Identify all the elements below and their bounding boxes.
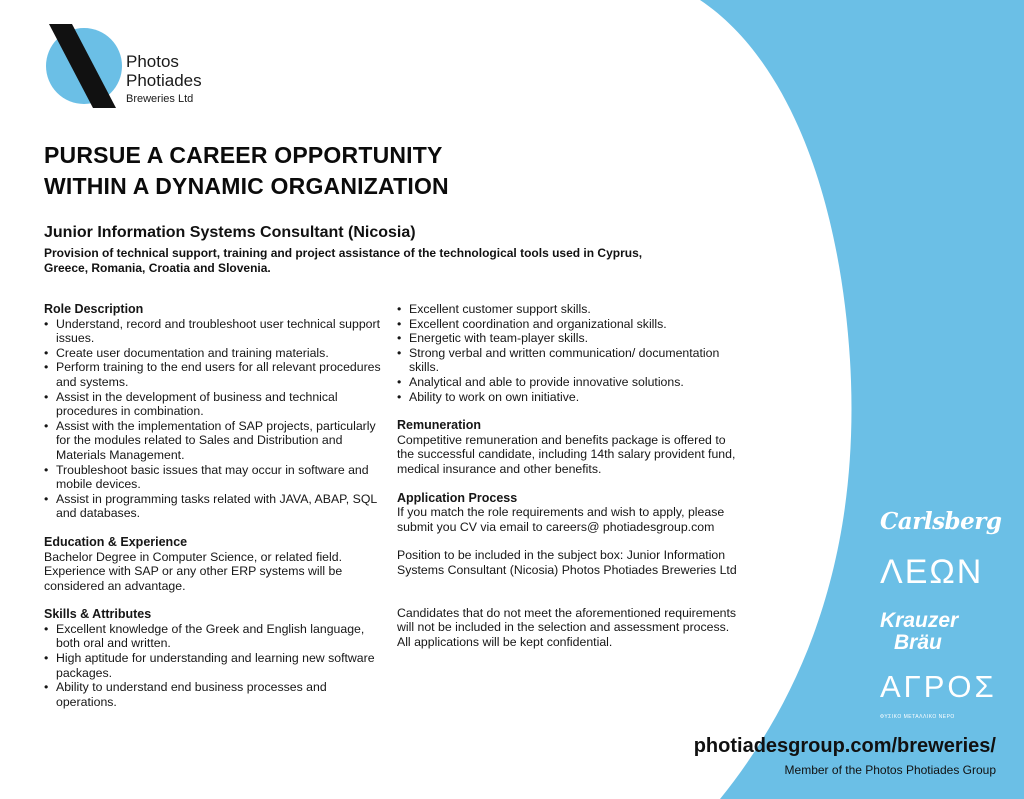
krauzer-line1: Krauzer (880, 609, 959, 632)
list-item: • Energetic with team-player skills. (397, 331, 737, 346)
application-section (397, 491, 737, 650)
remuneration-title: Remuneration (397, 418, 482, 433)
krauzer-brau-logo (880, 610, 990, 654)
list-item: • Troubleshoot basic issues that may occur in software and mobile devices. (44, 463, 384, 492)
agros-name: ΑΓΡΟΣ (880, 669, 997, 704)
list-item: • High aptitude for understanding and learning new software packages. (44, 651, 384, 680)
footer-url[interactable]: photiadesgroup.com/breweries/ (693, 735, 996, 757)
list-item: • Excellent customer support skills. (397, 302, 737, 317)
skills-list-left (44, 622, 384, 710)
list-item: • Understand, record and troubleshoot user technical support issues. (44, 317, 384, 346)
application-text-3: Candidates that do not meet the aforementioned requirements will not be included in the selection and assessment process. All applications will be kept confidential. (397, 605, 737, 649)
remuneration-section (397, 418, 737, 476)
application-text-1: If you match the role requirements and wish to apply, please submit you CV via email to careers@ photiadesgroup.com (397, 505, 725, 534)
application-title: Application Process (397, 490, 518, 505)
agros-logo (880, 669, 997, 732)
skills-section (44, 607, 384, 709)
job-title: Junior Information Systems Consultant (Nicosia) (44, 224, 416, 241)
role-title: Role Description (44, 302, 144, 316)
list-item: • Ability to understand end business processes and operations. (44, 680, 384, 709)
education-text: Bachelor Degree in Computer Science, or related field. Experience with SAP or any other ERP systems will be considered an advantage. (44, 549, 343, 593)
leon-logo: ΛΕΩΝ (880, 553, 984, 591)
left-column (44, 302, 384, 723)
list-item: • Assist with the implementation of SAP projects, particularly for the modules related to Sales and Distribution and Materials Management. (44, 419, 384, 463)
middle-column (397, 302, 737, 663)
company-logo (44, 22, 234, 112)
list-item: • Perform training to the end users for all relevant procedures and systems. (44, 360, 384, 389)
list-item: • Create user documentation and training materials. (44, 346, 384, 361)
carlsberg-logo: Carlsberg (880, 508, 1002, 535)
headline-line2: WITHIN A DYNAMIC ORGANIZATION (44, 173, 449, 199)
list-item: • Analytical and able to provide innovative solutions. (397, 375, 737, 390)
headline-line1: PURSUE A CAREER OPPORTUNITY (44, 142, 443, 168)
role-section (44, 302, 384, 521)
job-summary (44, 222, 684, 276)
headline (44, 140, 449, 202)
list-item: • Excellent knowledge of the Greek and English language, both oral and written. (44, 622, 384, 651)
logo-subtitle: Breweries Ltd (126, 93, 194, 105)
logo-name-line2: Photiades (126, 71, 202, 90)
list-item: • Excellent coordination and organizational skills. (397, 317, 737, 332)
job-description: Provision of technical support, training and project assistance of the technological tools used in Cyprus, Greece, Romania, Croatia and Slovenia. (44, 246, 643, 275)
education-title: Education & Experience (44, 534, 188, 549)
skills-title: Skills & Attributes (44, 607, 152, 622)
list-item: • Assist in the development of business and technical procedures in combination. (44, 390, 384, 419)
logo-name-line1: Photos (126, 52, 179, 71)
list-item: • Strong verbal and written communication/ documentation skills. (397, 346, 737, 375)
brand-logos (880, 508, 1002, 732)
krauzer-line2: Bräu (894, 631, 942, 654)
skills-list-right (397, 302, 737, 404)
list-item: • Ability to work on own initiative. (397, 390, 737, 405)
footer-member: Member of the Photos Photiades Group (784, 763, 996, 777)
role-list (44, 317, 384, 521)
agros-subtitle: ΦΥΣΙΚΟ ΜΕΤΑΛΛΙΚΟ ΝΕΡΟ (880, 714, 955, 720)
education-section (44, 535, 384, 593)
application-text-2: Position to be included in the subject box: Junior Information Systems Consultant (Nicosia) Photos Photiades Breweries Ltd (397, 548, 737, 577)
list-item: • Assist in programming tasks related with JAVA, ABAP, SQL and databases. (44, 492, 384, 521)
logo-mark-icon (44, 22, 124, 112)
skills-continued (397, 302, 737, 404)
remuneration-text: Competitive remuneration and benefits package is offered to the successful candidate, including 14th salary provident fund, medical insurance and other benefits. (397, 432, 736, 476)
